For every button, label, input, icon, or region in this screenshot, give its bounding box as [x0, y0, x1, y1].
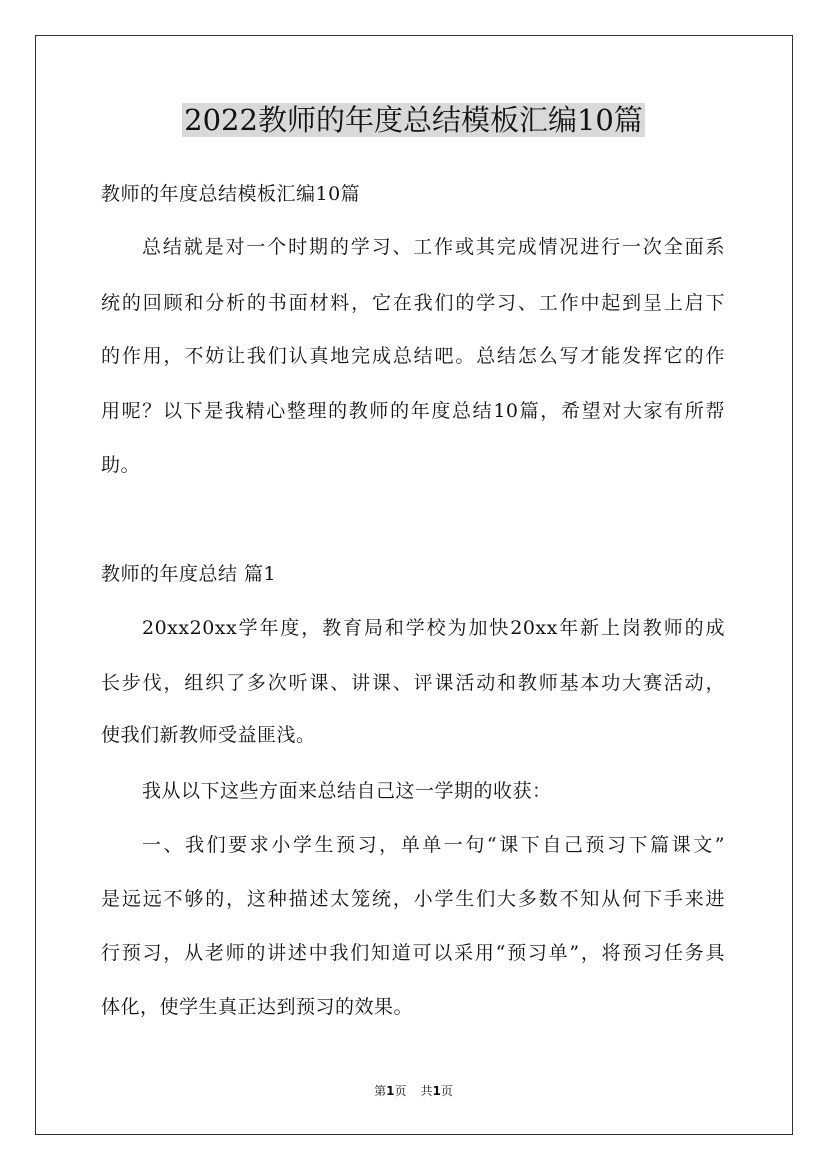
- para1-line-1: 20xx20xx学年度，教育局和学校为加快20xx年新上岗教师的成: [142, 617, 725, 639]
- intro-line-4: 用呢？以下是我精心整理的教师的年度总结10篇，希望对大家有所帮: [101, 400, 725, 422]
- document-title-text: 2022教师的年度总结模板汇编10篇: [184, 103, 643, 137]
- page-footer: [0, 1083, 827, 1099]
- para1-line-2: 长步伐，组织了多次听课、讲课、评课活动和教师基本功大赛活动，: [101, 672, 725, 694]
- intro-line-5: 助。: [101, 454, 141, 476]
- para3-line-1: 一、我们要求小学生预习，单单一句“课下自己预习下篇课文”: [142, 834, 725, 856]
- para3-line-3: 行预习，从老师的讲述中我们知道可以采用“预习单”，将预习任务具: [101, 942, 725, 964]
- para3-line-2: 是远远不够的，这种描述太笼统，小学生们大多数不知从何下手来进: [101, 888, 725, 910]
- intro-line-3: 的作用，不妨让我们认真地完成总结吧。总结怎么写才能发挥它的作: [101, 345, 725, 367]
- intro-line-2: 统的回顾和分析的书面材料，它在我们的学习、工作中起到呈上启下: [101, 292, 725, 314]
- document-subtitle: 教师的年度总结模板汇编10篇: [101, 183, 361, 205]
- footer-total-suffix: 页: [440, 1084, 453, 1098]
- intro-line-1: 总结就是对一个时期的学习、工作或其完成情况进行一次全面系: [142, 236, 725, 258]
- footer-page-total: 1: [432, 1084, 441, 1098]
- footer-total-prefix: 共: [420, 1084, 433, 1098]
- para1-line-3: 使我们新教师受益匪浅。: [101, 724, 316, 746]
- para2-line: 我从以下这些方面来总结自己这一学期的收获：: [142, 780, 552, 802]
- document-title: [0, 100, 827, 140]
- section-heading: 教师的年度总结 篇1: [101, 563, 277, 585]
- footer-page-current: 1: [386, 1084, 395, 1098]
- para3-line-4: 体化，使学生真正达到预习的效果。: [101, 996, 414, 1018]
- footer-page-prefix: 第: [374, 1084, 387, 1098]
- footer-page-mid: 页: [394, 1084, 407, 1098]
